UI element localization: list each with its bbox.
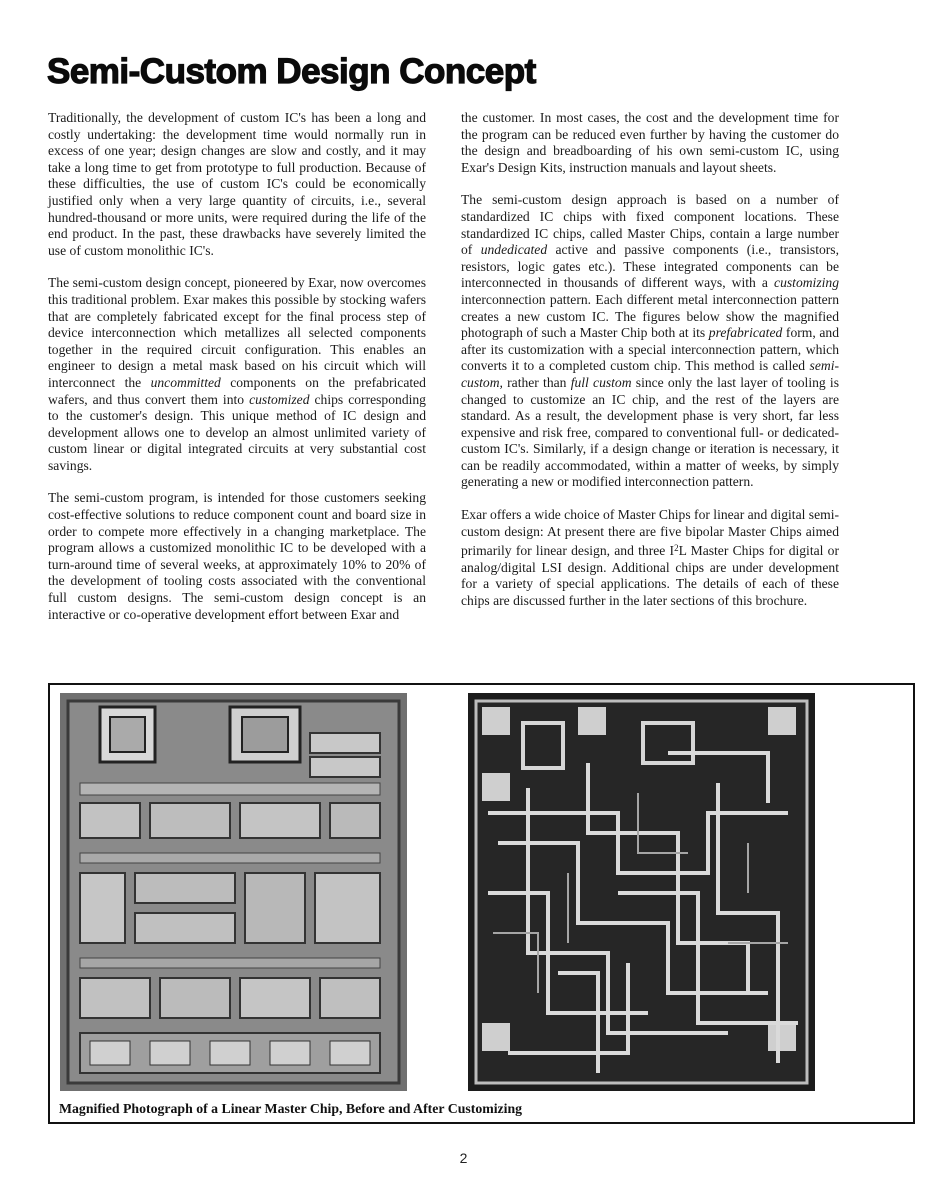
emphasis: semi-custom, <box>461 358 839 390</box>
emphasis: prefabricated <box>708 325 783 341</box>
text-run: chips corresponding to the customer's design. This unique method of IC design and development allows one to develop an almost unlimited variety of custom linear or digital integrated circuits at very substantial cost savings. <box>48 391 426 473</box>
paragraph <box>48 275 426 474</box>
figure-frame <box>48 683 915 1124</box>
paragraph: the customer. In most cases, the cost and the development time for the program can be reduced even further by having the customer do the design and breadboarding of his own semi-custom IC, using Exar's Design Kits, instruction manuals and layout sheets. <box>461 110 839 175</box>
emphasis: full custom <box>570 374 632 390</box>
text-run: rather than <box>502 374 571 390</box>
text-run: interconnection pattern. Each different metal interconnection pattern creates a new custom IC. The figures below show the magnified photograph of such a Master Chip both at its <box>461 291 839 341</box>
paragraph: Traditionally, the development of custom IC's has been a long and costly undertaking: the development time would normally run in excess of one year; design changes are slow and costly, and it may take a long time to get from prototype to full production. Because of these difficulties, the use of custom IC's could be economically justified only when a very large quantity of circuits, i.e., several hundred-thousand or more units, were required during the life of the end product. In the past, these drawbacks have severely limited the use of custom monolithic IC's. <box>48 110 426 258</box>
paragraph <box>461 192 839 491</box>
figure-caption: Magnified Photograph of a Linear Master Chip, Before and After Customizing <box>59 1101 523 1116</box>
master-chip-photo-before <box>60 693 407 1091</box>
page-title: Semi-Custom Design Concept <box>47 52 536 91</box>
text-run: The semi-custom design concept, pioneered by Exar, now overcomes this traditional problem. Exar makes this possible by stocking wafers that are completely fabricated except for the final process step of device interconnection which metallizes all selected components together in the required circuit configuration. This enables an engineer to design a metal mask based on his circuit which will interconnect the <box>48 275 426 390</box>
paragraph: The semi-custom program, is intended for those customers seeking cost-effective solutions to reduce component count and board size in order to compete more effectively in a changing marketplace. The program allows a customized monolithic IC to be developed with a turn-around time of several weeks, at approximately 10% to 20% of the development of tooling costs associated with the conventional full custom designs. The semi-custom design concept is an interactive or co-operative development effort between Exar and <box>48 490 426 622</box>
text-run: since only the last layer of tooling is changed to customize an IC chip, and the rest of the layers are standard. As a result, the development phase is very short, far less expensive and risk free, compared to conventional full- or dedicated-custom IC's. Similarly, if a design change or iteration is necessary, it can be readily accommodated, within a matter of weeks, by simply generating a new or modified interconnection pattern. <box>461 374 839 490</box>
right-column <box>461 110 839 626</box>
text-run: L Master Chips for digital or analog/digital LSI design. Additional chips are under development for a variety of special applications. The details of each of these chips are discussed further in the later sections of this brochure. <box>461 543 839 609</box>
text-run: components on the prefabricated wafers, and thus convert them into <box>48 374 426 407</box>
text-run: Exar offers a wide choice of Master Chips for linear and digital semi-custom design: At present there are five bipolar Master Chips aimed primarily for linear design, and three I <box>461 507 839 559</box>
text-run: form, and after its customization with a special interconnection pattern, which converts it to a completed custom chip. This method is called <box>461 325 839 374</box>
master-chip-photo-after <box>468 693 815 1091</box>
text-run: active and passive components (i.e., transistors, resistors, logic gates etc.). These integrated components can be interconnected in thousands of different ways, with a <box>461 242 839 291</box>
left-column <box>48 110 426 639</box>
paragraph <box>461 507 839 610</box>
emphasis: customized <box>249 391 310 407</box>
emphasis: uncommitted <box>150 374 221 390</box>
page-number: 2 <box>459 1150 468 1166</box>
superscript: 2 <box>674 543 679 554</box>
emphasis: undedicated <box>480 242 548 258</box>
chip-before-image <box>60 693 407 1091</box>
emphasis: customizing <box>774 275 839 291</box>
text-run: The semi-custom design approach is based on a number of standardized IC chips with fixed component locations. These standardized IC chips, called Master Chips, contain a large number of <box>461 192 839 258</box>
chip-after-image <box>468 693 815 1091</box>
